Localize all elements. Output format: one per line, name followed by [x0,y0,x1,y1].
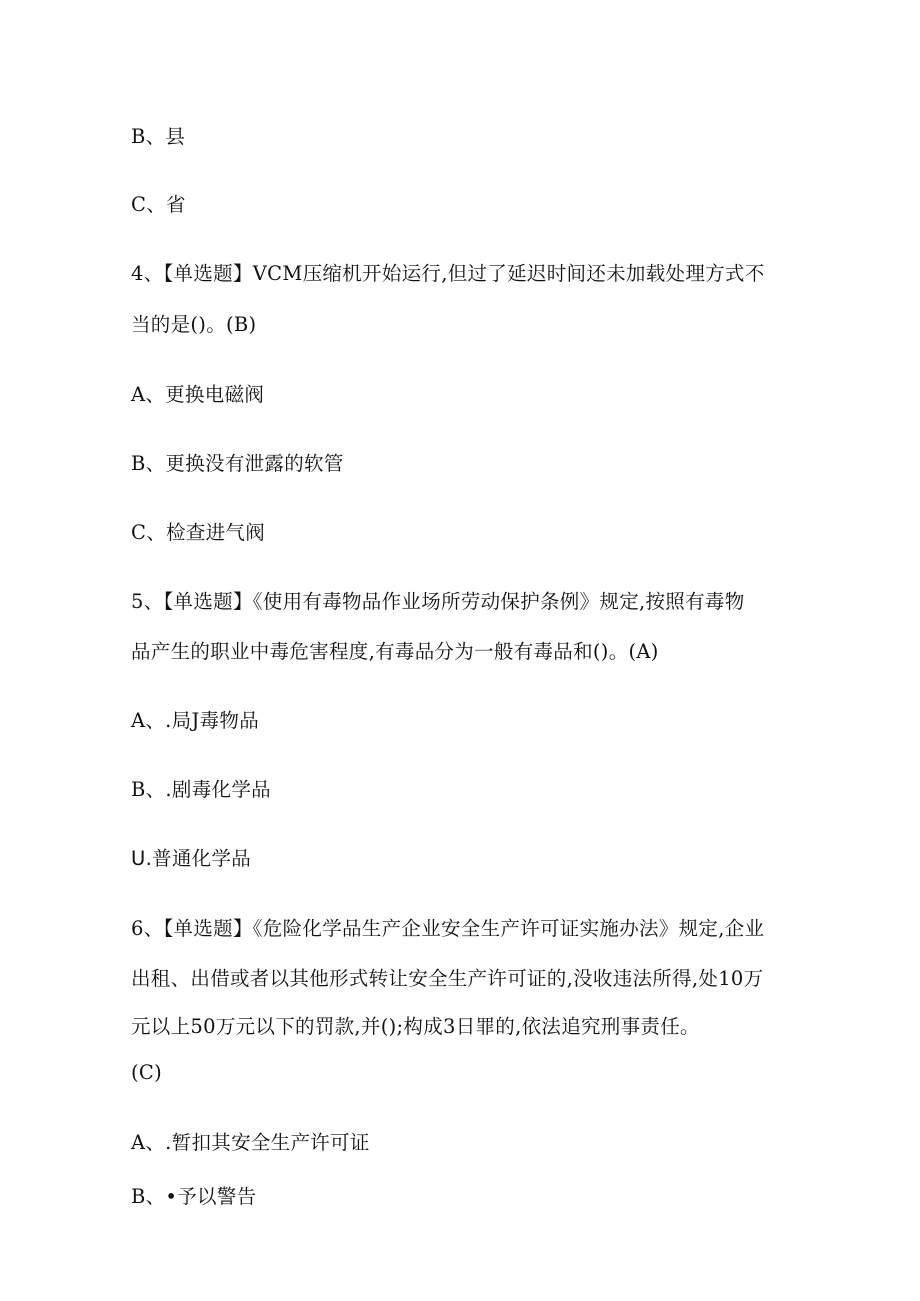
question-4-line-2: 当的是()。(B) [131,312,257,336]
option-b-q6: B、•予以警告 [131,1184,257,1208]
option-c-q4: C、检查进气阀 [131,520,266,544]
option-a-q6: A、.暂扣其安全生产许可证 [131,1130,370,1154]
question-6-line-1: 6、【单选题】《危险化学品生产企业安全生产许可证实施办法》规定,企业 [131,916,765,940]
question-5-line-2: 品产生的职业中毒危害程度,有毒品分为一般有毒品和()。(A) [131,639,659,663]
question-4-line-1: 4、【单选题】VCM压缩机开始运行,但过了延迟时间还未加载处理方式不 [131,261,765,285]
option-a-q4: A、更换电磁阀 [131,382,265,406]
option-c-q3: C、省 [131,192,186,216]
option-b-q3: B、县 [131,124,186,148]
option-c-q5: U.普通化学品 [131,846,252,870]
option-b-q4: B、更换没有泄露的软管 [131,451,344,475]
option-a-q5: A、.局J毒物品 [131,708,259,732]
question-6-line-3: 元以上50万元以下的罚款,并();构成3日罪的,依法追究刑事责任。 [131,1014,700,1038]
question-6-answer: (C) [131,1060,163,1084]
question-6-line-2: 出租、出借或者以其他形式转让安全生产许可证的,没收违法所得,处10万 [131,966,764,990]
option-b-q5: B、.剧毒化学品 [131,777,271,801]
question-5-line-1: 5、【单选题】《使用有毒物品作业场所劳动保护条例》规定,按照有毒物 [131,589,745,613]
